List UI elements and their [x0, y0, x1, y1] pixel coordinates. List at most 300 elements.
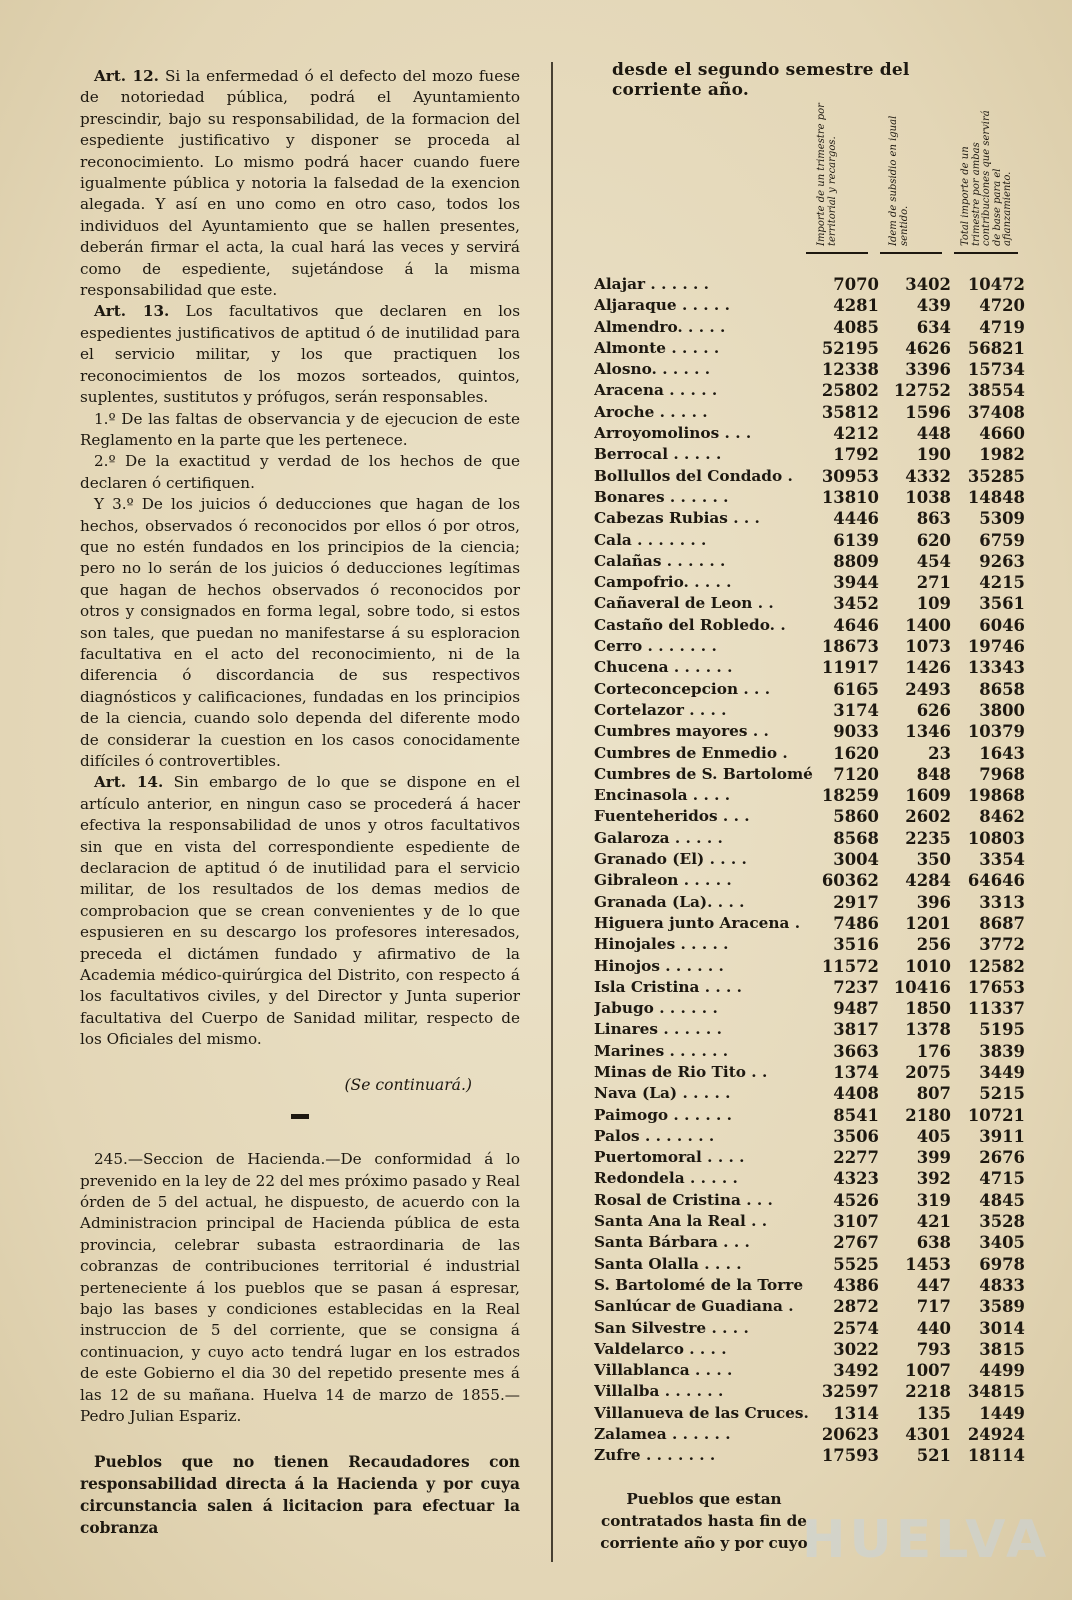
- total-value: 8658: [979, 679, 1025, 699]
- subsidio-value: 109: [916, 594, 951, 614]
- table-row: [594, 828, 1025, 849]
- town-name: Santa Ana la Real . .: [594, 1212, 768, 1231]
- table-row: [594, 806, 1025, 827]
- town-name: Minas de Rio Tito . .: [594, 1062, 768, 1081]
- subsidio-value: 454: [916, 551, 951, 571]
- subsidio-value: 350: [916, 850, 951, 870]
- total-value: 5215: [979, 1084, 1025, 1104]
- total-value: 19868: [967, 786, 1025, 806]
- town-name: Granada (La). . . .: [594, 892, 745, 911]
- town-name: Corteconcepcion . . .: [594, 679, 771, 698]
- town-name: Cerro . . . . . . .: [594, 637, 717, 656]
- town-name: Jabugo . . . . . .: [594, 999, 718, 1018]
- territorial-value: 3944: [833, 573, 879, 593]
- subsidio-value: 1453: [905, 1254, 951, 1274]
- pueblos-heading: Pueblos que no tienen Recaudadores con responsabilidad directa á la Hacienda y por cuya circunstancia salen á licitacion para efectuar la cobranza: [80, 1453, 520, 1538]
- subsidio-value: 23: [928, 743, 951, 763]
- town-name: Cumbres de Enmedio .: [594, 743, 788, 762]
- total-value: 10803: [967, 828, 1025, 848]
- territorial-value: 3663: [833, 1041, 879, 1061]
- table-row: [594, 1062, 1025, 1083]
- town-name: Aracena . . . . .: [594, 381, 718, 400]
- table-row: [594, 423, 1025, 444]
- table-row: [594, 338, 1025, 359]
- article-13-item-2: 2.º De la exactitud y verdad de los hechos de que declaren ó certifiquen.: [80, 452, 520, 492]
- subsidio-value: 863: [916, 509, 951, 529]
- subsidio-value: 421: [916, 1212, 951, 1232]
- town-name: Isla Cristina . . . .: [594, 977, 742, 996]
- subsidio-value: 1378: [905, 1020, 951, 1040]
- column-headers: [803, 100, 1023, 260]
- table-row: [594, 380, 1025, 401]
- table-row: [594, 1318, 1025, 1339]
- town-name: Cabezas Rubias . . .: [594, 509, 760, 528]
- total-value: 13343: [967, 658, 1025, 678]
- total-value: 1982: [979, 445, 1025, 465]
- territorial-value: 6139: [833, 530, 879, 550]
- article-14-text: Sin embargo de lo que se dispone en el artículo anterior, en ningun caso se procederá á hacer efectiva la responsabilidad de unos y otros facultativos sin que en vista del correspondiente espediente de declaracion de aptitud ó de inutilidad para el servicio militar, de los resultados de los demas medios de comprobacion que se crean convenientes y de lo que espusieren en su descargo los profesores interesados, preceda el dictámen fundado y afirmativo de la Academia médico-quirúrgica del Distrito, con respecto á los facultativos civiles, y del Director y Junta superior facultativa del Cuerpo de Sanidad militar, respecto de los Oficiales del mismo.: [80, 773, 520, 1049]
- town-name: San Silvestre . . . .: [594, 1318, 749, 1337]
- town-name: Hinojos . . . . . .: [594, 956, 724, 975]
- total-value: 4660: [979, 424, 1025, 444]
- town-name: Granado (El) . . . .: [594, 850, 747, 869]
- town-name: Aljaraque . . . . .: [594, 296, 730, 315]
- header-rule-3: [954, 252, 1018, 254]
- table-row: [594, 402, 1025, 423]
- territorial-value: 11917: [821, 658, 879, 678]
- town-name: Cortelazor . . . .: [594, 700, 727, 719]
- subsidio-value: 638: [916, 1233, 951, 1253]
- table-row: [594, 1211, 1025, 1232]
- table-row: [594, 1254, 1025, 1275]
- total-value: 56821: [967, 338, 1025, 358]
- town-name: Rosal de Cristina . . .: [594, 1190, 773, 1209]
- total-value: 4499: [979, 1361, 1025, 1381]
- territorial-value: 7070: [833, 275, 879, 294]
- subsidio-value: 440: [916, 1318, 951, 1338]
- town-name: Cumbres de S. Bartolomé: [594, 764, 813, 783]
- territorial-value: 3174: [833, 700, 879, 720]
- territorial-value: 3107: [833, 1212, 879, 1232]
- table-row: [594, 1360, 1025, 1381]
- total-value: 9263: [979, 551, 1025, 571]
- territorial-value: 7486: [833, 913, 879, 933]
- territorial-value: 3004: [833, 850, 879, 870]
- town-name: Galaroza . . . . .: [594, 828, 723, 847]
- total-value: 3354: [979, 850, 1025, 870]
- town-name: Cumbres mayores . .: [594, 722, 769, 741]
- subsidio-value: 626: [916, 700, 951, 720]
- territorial-value: 1792: [833, 445, 879, 465]
- total-value: 8687: [979, 913, 1025, 933]
- territorial-value: 13810: [821, 487, 879, 507]
- table-row: [594, 785, 1025, 806]
- table-row: [594, 466, 1025, 487]
- subsidio-value: 1007: [905, 1361, 951, 1381]
- table-row: [594, 892, 1025, 913]
- table-row: [594, 700, 1025, 721]
- total-value: 3528: [979, 1212, 1025, 1232]
- subsidio-value: 848: [916, 764, 951, 784]
- header-rule-2: [880, 252, 942, 254]
- town-name: Cala . . . . . . .: [594, 530, 707, 549]
- to-be-continued: (Se continuará.): [344, 1075, 472, 1094]
- territorial-value: 1314: [833, 1403, 879, 1423]
- total-value: 4719: [979, 317, 1025, 337]
- territorial-value: 3022: [833, 1339, 879, 1359]
- town-name: Fuenteheridos . . .: [594, 807, 750, 826]
- article-13-item-1: 1.º De las faltas de observancia y de ejecucion de este Reglamento en la parte que les pertenece.: [80, 409, 520, 449]
- town-name: Bollullos del Condado .: [594, 466, 793, 485]
- total-value: 4845: [979, 1190, 1025, 1210]
- territorial-value: 1620: [833, 743, 879, 763]
- town-name: Santa Bárbara . . .: [594, 1233, 750, 1252]
- subsidio-value: 256: [916, 935, 951, 955]
- total-value: 3561: [979, 594, 1025, 614]
- table-row: [594, 1339, 1025, 1360]
- total-value: 4215: [979, 573, 1025, 593]
- subsidio-value: 12752: [893, 381, 951, 401]
- total-value: 4720: [979, 296, 1025, 316]
- subsidio-value: 2218: [905, 1382, 951, 1402]
- total-value: 7968: [979, 764, 1025, 784]
- left-column: [80, 66, 520, 1539]
- total-value: 6759: [979, 530, 1025, 550]
- subsidio-value: 2235: [905, 828, 951, 848]
- table-row: [594, 679, 1025, 700]
- column-divider: [551, 62, 553, 1562]
- article-13-text: Los facultativos que declaren en los espedientes justificativos de aptitud ó de inutilidad para el servicio militar, y los que practiquen los reconocimientos de los mozos sorteados, quintos, suplentes, sustitutos y prófugos, serán responsables.: [80, 302, 520, 407]
- town-name: Puertomoral . . . .: [594, 1148, 745, 1167]
- table-row: [594, 1232, 1025, 1253]
- territorial-value: 3817: [833, 1020, 879, 1040]
- column-header-subsidio: Idem de subsidio en igual sentido.: [888, 115, 910, 246]
- subsidio-value: 1426: [905, 658, 951, 678]
- subsidio-value: 1850: [905, 999, 951, 1019]
- subsidio-value: 1201: [905, 913, 951, 933]
- total-value: 37408: [967, 402, 1025, 422]
- total-value: 3772: [979, 935, 1025, 955]
- article-12-label: Art. 12.: [94, 67, 159, 85]
- total-value: 3449: [979, 1062, 1025, 1082]
- territorial-value: 4446: [833, 509, 879, 529]
- total-value: 64646: [967, 871, 1025, 891]
- table-row: [594, 551, 1025, 572]
- subsidio-value: 1346: [905, 722, 951, 742]
- header-rule-1: [806, 252, 868, 254]
- territorial-value: 7120: [833, 764, 879, 784]
- total-value: 8462: [979, 807, 1025, 827]
- town-name: Villablanca . . . .: [594, 1361, 733, 1380]
- total-value: 24924: [967, 1425, 1025, 1445]
- table-row: [594, 870, 1025, 891]
- subsidio-value: 2602: [905, 807, 951, 827]
- territorial-value: 2574: [833, 1318, 879, 1338]
- town-name: Marines . . . . . .: [594, 1041, 729, 1060]
- table-row: [594, 934, 1025, 955]
- territorial-value: 20623: [821, 1425, 879, 1445]
- town-name: Sanlúcar de Guadiana .: [594, 1297, 794, 1316]
- contracted-towns-heading: Pueblos que estan contratados hasta fin de corriente año y por cuyo: [600, 1490, 808, 1552]
- territorial-value: 8541: [833, 1105, 879, 1125]
- table-row: [594, 956, 1025, 977]
- table-row: [594, 359, 1025, 380]
- territorial-value: 3492: [833, 1361, 879, 1381]
- territorial-value: 11572: [821, 956, 879, 976]
- subsidio-value: 2075: [905, 1062, 951, 1082]
- article-12-text: Si la enfermedad ó el defecto del mozo fuese de notoriedad pública, podrá el Ayuntamiento prescindir, bajo su responsabilidad, de la formacion del espediente justificativo y disponer se proceda al reconocimiento. Lo mismo podrá hacer cuando fuere igualmente pública y notoria la falsedad de la exencion alegada. Y así en uno como en otro caso, todos los individuos del Ayuntamiento que se hallen presentes, deberán firmar el acta, la cual hará las veces y servirá como de espediente, sujetándose á la misma responsabilidad que este.: [80, 67, 520, 300]
- town-name: S. Bartolomé de la Torre: [594, 1275, 804, 1294]
- territorial-value: 9033: [833, 722, 879, 742]
- subsidio-value: 620: [916, 530, 951, 550]
- territorial-value: 52195: [821, 338, 879, 358]
- subsidio-value: 392: [916, 1169, 951, 1189]
- total-value: 17653: [967, 977, 1025, 997]
- territorial-value: 4526: [833, 1190, 879, 1210]
- subsidio-value: 3396: [905, 360, 951, 380]
- subsidio-value: 1609: [905, 786, 951, 806]
- total-value: 3911: [979, 1126, 1025, 1146]
- town-name: Linares . . . . . .: [594, 1020, 722, 1039]
- subsidio-value: 1400: [905, 615, 951, 635]
- table-row: [594, 977, 1025, 998]
- total-value: 1449: [979, 1403, 1025, 1423]
- subsidio-value: 135: [916, 1403, 951, 1423]
- territorial-value: 7237: [833, 977, 879, 997]
- town-name: Bonares . . . . . .: [594, 487, 729, 506]
- total-value: 2676: [979, 1148, 1025, 1168]
- territorial-value: 5525: [833, 1254, 879, 1274]
- total-value: 5195: [979, 1020, 1025, 1040]
- territorial-value: 18259: [821, 786, 879, 806]
- total-value: 3313: [979, 892, 1025, 912]
- total-value: 19746: [967, 637, 1025, 657]
- town-name: Cañaveral de Leon . .: [594, 594, 774, 613]
- table-row: [594, 1168, 1025, 1189]
- table-row: [594, 1147, 1025, 1168]
- territorial-value: 4212: [833, 424, 879, 444]
- table-row: [594, 530, 1025, 551]
- table-row: [594, 615, 1025, 636]
- column-header-total: Total importe de un trimestre por ambas contribuciones que servirá de base para el afianzamiento.: [960, 110, 1013, 246]
- table-row: [594, 1126, 1025, 1147]
- total-value: 12582: [967, 956, 1025, 976]
- total-value: 1643: [979, 743, 1025, 763]
- table-row: [594, 657, 1025, 678]
- town-name: Chucena . . . . . .: [594, 658, 733, 677]
- territorial-value: 25802: [821, 381, 879, 401]
- total-value: 34815: [967, 1382, 1025, 1402]
- total-value: 11337: [967, 999, 1025, 1019]
- subsidio-value: 1010: [905, 956, 951, 976]
- table-row: [594, 572, 1025, 593]
- territorial-value: 3452: [833, 594, 879, 614]
- total-value: 10721: [967, 1105, 1025, 1125]
- subsidio-value: 2180: [905, 1105, 951, 1125]
- territorial-value: 6165: [833, 679, 879, 699]
- table-row: [594, 487, 1025, 508]
- total-value: 3815: [979, 1339, 1025, 1359]
- article-14: [80, 772, 520, 1050]
- subsidio-value: 2493: [905, 679, 951, 699]
- subsidio-value: 396: [916, 892, 951, 912]
- town-name: Zalamea . . . . . .: [594, 1425, 731, 1444]
- subsidio-value: 3402: [905, 275, 951, 294]
- town-name: Paimogo . . . . . .: [594, 1105, 733, 1124]
- table-row: [594, 508, 1025, 529]
- town-name: Alajar . . . . . .: [594, 275, 710, 293]
- total-value: 4833: [979, 1275, 1025, 1295]
- subsidio-value: 1073: [905, 637, 951, 657]
- territorial-value: 3516: [833, 935, 879, 955]
- territorial-value: 3506: [833, 1126, 879, 1146]
- total-value: 3014: [979, 1318, 1025, 1338]
- table-row: [594, 1275, 1025, 1296]
- territorial-value: 4085: [833, 317, 879, 337]
- article-13-label: Art. 13.: [94, 302, 170, 321]
- territorial-value: 2917: [833, 892, 879, 912]
- town-name: Castaño del Robledo. .: [594, 615, 786, 634]
- table-row: [594, 1041, 1025, 1062]
- table-row: [594, 1190, 1025, 1211]
- total-value: 4715: [979, 1169, 1025, 1189]
- article-12: [80, 66, 520, 301]
- total-value: 14848: [967, 487, 1025, 507]
- column-header-territorial: Importe de un trimestre por territorial y recargos.: [816, 103, 838, 246]
- total-value: 6978: [979, 1254, 1025, 1274]
- table-row: [594, 849, 1025, 870]
- total-value: 38554: [967, 381, 1025, 401]
- total-value: 3800: [979, 700, 1025, 720]
- territorial-value: 8809: [833, 551, 879, 571]
- table-heading: desde el segundo semestre del corriente año.: [612, 60, 910, 100]
- town-name: Santa Olalla . . . .: [594, 1254, 742, 1273]
- subsidio-value: 717: [916, 1297, 951, 1317]
- territorial-value: 60362: [821, 871, 879, 891]
- territorial-value: 4386: [833, 1275, 879, 1295]
- town-name: Zufre . . . . . . .: [594, 1446, 716, 1465]
- total-value: 35285: [967, 466, 1025, 486]
- subsidio-value: 271: [916, 573, 951, 593]
- article-14-label: Art. 14.: [94, 773, 164, 792]
- territorial-value: 1374: [833, 1062, 879, 1082]
- article-13-item-3: Y 3.º De los juicios ó deducciones que hagan de los hechos, observados ó reconocidos por ellos ó por otros, que no estén fundados en los principios de la ciencia; pero no lo serán de los juicios ó deducciones legítimas que hagan de hechos observados ó reconocidos por otros y consignados en forma legal, sobre todo, si estos son tales, que puedan no manifestarse á su esploracion facultativa en el acto del reconocimiento, ni de la diferencia ó discordancia de sus respectivos diagnósticos y calificaciones, fundadas en los principios de la ciencia, cuando solo dependa del diferente modo de considerar la cuestion en los casos conocidamente difíciles ó controvertibles.: [80, 495, 520, 770]
- table-row: [594, 593, 1025, 614]
- total-value: 18114: [967, 1446, 1025, 1466]
- article-13: [80, 301, 520, 408]
- territorial-value: 4646: [833, 615, 879, 635]
- town-name: Calañas . . . . . .: [594, 551, 726, 570]
- town-name: Arroyomolinos . . .: [594, 424, 752, 443]
- archive-watermark: HUELVA: [802, 1510, 1051, 1570]
- town-name: Berrocal . . . . .: [594, 445, 722, 464]
- table-row: [594, 295, 1025, 316]
- subsidio-value: 1038: [905, 487, 951, 507]
- territorial-value: 9487: [833, 999, 879, 1019]
- territorial-value: 2872: [833, 1297, 879, 1317]
- subsidio-value: 447: [916, 1275, 951, 1295]
- table-row: [594, 743, 1025, 764]
- total-value: 6046: [979, 615, 1025, 635]
- table-row: [594, 721, 1025, 742]
- table-row: [594, 1424, 1025, 1445]
- section-separator: [291, 1114, 309, 1119]
- table-row: [594, 1083, 1025, 1104]
- table-row: [594, 1296, 1025, 1317]
- territorial-value: 2277: [833, 1148, 879, 1168]
- territorial-value: 4323: [833, 1169, 879, 1189]
- subsidio-value: 439: [916, 296, 951, 316]
- territorial-value: 4408: [833, 1084, 879, 1104]
- subsidio-value: 10416: [893, 977, 951, 997]
- territorial-value: 30953: [821, 466, 879, 486]
- table-row: [594, 1105, 1025, 1126]
- table-row: [594, 1403, 1025, 1424]
- total-value: 10379: [967, 722, 1025, 742]
- subsidio-value: 634: [916, 317, 951, 337]
- subsidio-value: 405: [916, 1126, 951, 1146]
- town-name: Campofrio. . . . .: [594, 573, 732, 592]
- subsidio-value: 4284: [905, 871, 951, 891]
- subsidio-value: 521: [916, 1446, 951, 1466]
- section-245: 245.—Seccion de Hacienda.—De conformidad á lo prevenido en la ley de 22 del mes próximo pasado y Real órden de 5 del actual, he dispuesto, de acuerdo con la Administracion principal de Hacienda pública de esta provincia, celebrar subasta estraordinaria de las cobranzas de contribuciones territorial é industrial perteneciente á los pueblos que se pasan á espresar, bajo las bases y condiciones establecidas en la Real instruccion de 5 del corriente, que se consigna á continuacion, y cuyo acto tendrá lugar en los estrados de este Gobierno el dia 30 del repetido presente mes á las 12 de su mañana. Huelva 14 de marzo de 1855.—Pedro Julian Espariz.: [80, 1150, 520, 1425]
- table-row: [594, 1019, 1025, 1040]
- territorial-value: 8568: [833, 828, 879, 848]
- subsidio-value: 4332: [905, 466, 951, 486]
- subsidio-value: 1596: [905, 402, 951, 422]
- subsidio-value: 448: [916, 424, 951, 444]
- town-name: Nava (La) . . . . .: [594, 1084, 731, 1103]
- town-name: Aroche . . . . .: [594, 402, 708, 421]
- subsidio-value: 190: [916, 445, 951, 465]
- town-name: Almendro. . . . .: [594, 317, 726, 336]
- territorial-value: 4281: [833, 296, 879, 316]
- town-name: Alosno. . . . . .: [594, 360, 711, 379]
- subsidio-value: 4626: [905, 338, 951, 358]
- town-name: Villalba . . . . . .: [594, 1382, 724, 1401]
- territorial-value: 2767: [833, 1233, 879, 1253]
- subsidio-value: 793: [916, 1339, 951, 1359]
- table-row: [594, 913, 1025, 934]
- territorial-value: 5860: [833, 807, 879, 827]
- table-row: [594, 317, 1025, 338]
- subsidio-value: 319: [916, 1190, 951, 1210]
- total-value: 3589: [979, 1297, 1025, 1317]
- table-row: [594, 1445, 1025, 1466]
- total-value: 10472: [967, 275, 1025, 294]
- subsidio-value: 176: [916, 1041, 951, 1061]
- towns-table: [594, 274, 1025, 1467]
- subsidio-value: 807: [916, 1084, 951, 1104]
- total-value: 3839: [979, 1041, 1025, 1061]
- total-value: 5309: [979, 509, 1025, 529]
- town-name: Redondela . . . . .: [594, 1169, 738, 1188]
- town-name: Villanueva de las Cruces.: [594, 1403, 809, 1422]
- territorial-value: 35812: [821, 402, 879, 422]
- town-name: Almonte . . . . .: [594, 338, 720, 357]
- town-name: Palos . . . . . . .: [594, 1126, 715, 1145]
- town-name: Gibraleon . . . . .: [594, 871, 732, 890]
- territorial-value: 12338: [821, 360, 879, 380]
- table-row: [594, 1381, 1025, 1402]
- territorial-value: 32597: [821, 1382, 879, 1402]
- territorial-value: 18673: [821, 637, 879, 657]
- table-row: [594, 998, 1025, 1019]
- subsidio-value: 399: [916, 1148, 951, 1168]
- subsidio-value: 4301: [905, 1425, 951, 1445]
- table-row: [594, 444, 1025, 465]
- town-name: Higuera junto Aracena .: [594, 913, 801, 932]
